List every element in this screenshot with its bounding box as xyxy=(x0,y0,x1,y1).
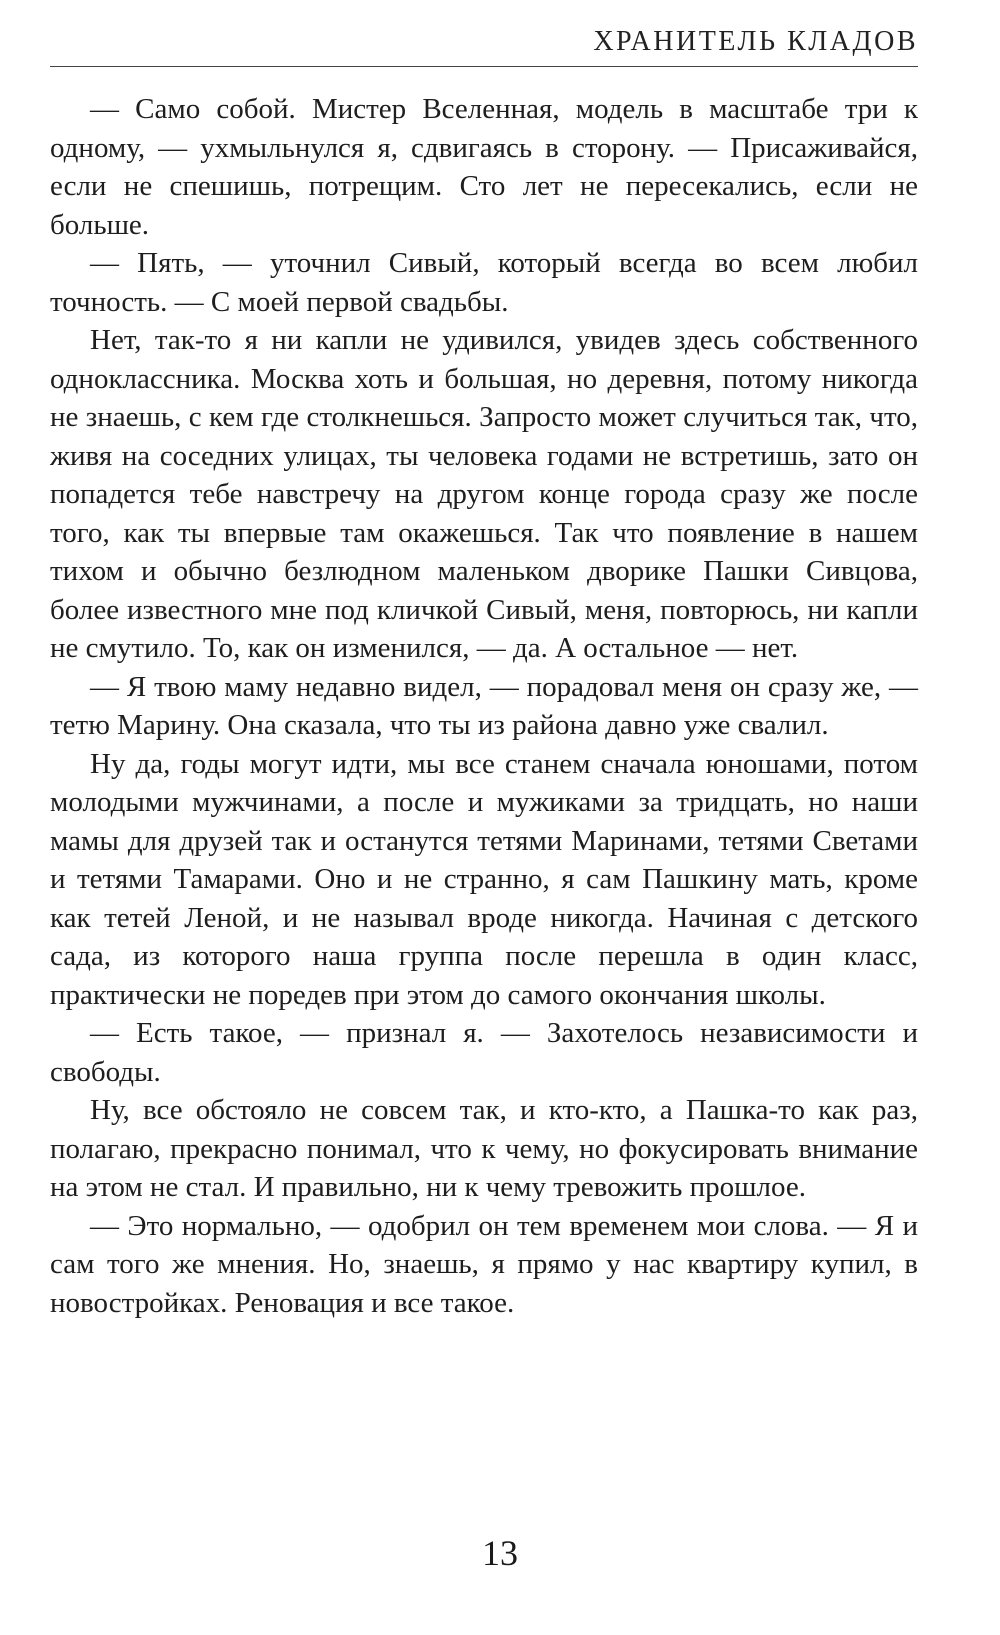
paragraph: Ну, все обстояло не совсем так, и кто-кто, а Пашка-то как раз, полагаю, прекрасно понимал, что к чему, но фокусировать внимание на этом не стал. И правильно, ни к чему тревожить прошлое. xyxy=(50,1094,918,1203)
running-head-title: ХРАНИТЕЛЬ КЛАДОВ xyxy=(593,26,918,57)
header-rule xyxy=(50,66,918,67)
body-text xyxy=(50,90,918,1322)
paragraph: — Это нормально, — одобрил он тем временем мои слова. — Я и сам того же мнения. Но, знаешь, я прямо у нас квартиру купил, в новостройках. Реновация и все такое. xyxy=(50,1209,918,1319)
paragraph: Нет, так-то я ни капли не удивился, увидев здесь собственного одноклассника. Москва хоть и большая, но деревня, потому никогда не знаешь, с кем где столкнешься. Запросто может случиться так, что, живя на соседних улицах, ты человека годами не встретишь, зато он попадется тебе навстречу на другом конце города сразу же после того, как ты впервые там окажешься. Так что появление в нашем тихом и обычно безлюдном маленьком дворике Пашки Сивцова, более известного мне под кличкой Сивый, меня, повторюсь, ни капли не смутило. То, как он изменился, — да. А остальное — нет. xyxy=(50,324,918,664)
paragraph: — Есть такое, — признал я. — Захотелось независимости и свободы. xyxy=(50,1017,918,1088)
page-number: 13 xyxy=(482,1533,518,1573)
paragraph: — Я твою маму недавно видел, — порадовал меня он сразу же, — тетю Марину. Она сказала, что ты из района давно уже свалил. xyxy=(50,670,918,741)
paragraph: — Само собой. Мистер Вселенная, модель в масштабе три к одному, — ухмыльнулся я, сдвигаясь в сторону. — Присаживайся, если не спешишь, потрещим. Сто лет не пересекались, если не больше. xyxy=(50,93,918,241)
paragraph: — Пять, — уточнил Сивый, который всегда во всем любил точность. — С моей первой свадьбы. xyxy=(50,247,918,318)
paragraph: Ну да, годы могут идти, мы все станем сначала юношами, потом молодыми мужчинами, а после и мужиками за тридцать, но наши мамы для друзей так и останутся тетями Маринами, тетями Светами и тетями Тамарами. Оно и не странно, я сам Пашкину мать, кроме как тетей Леной, и не называл вроде никогда. Начиная с детского сада, из которого наша группа после перешла в один класс, практически не поредев при этом до самого окончания школы. xyxy=(50,747,918,1011)
